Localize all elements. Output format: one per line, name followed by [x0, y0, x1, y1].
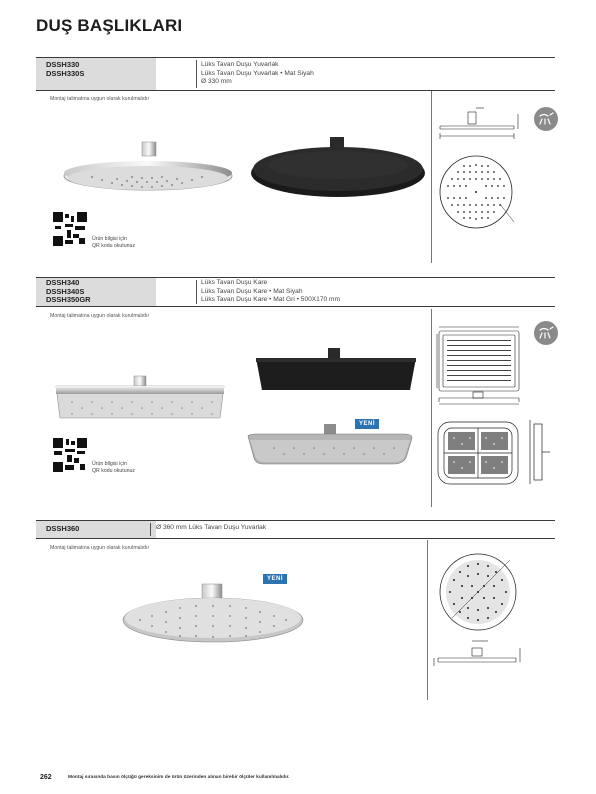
section-2-descriptions — [201, 279, 340, 305]
section-1-descriptions — [201, 61, 314, 87]
product-description: Lüks Tavan Duşu Kare • Mat Siyah — [201, 287, 303, 295]
footer-note: Montaj sırasında basın ölçüğü gereksinim de ürün üzerinden alınan birebir ölçüler kullanılmalıdır. — [68, 775, 290, 780]
shower-spray-icon — [534, 107, 558, 131]
side-view-technical-drawing — [436, 104, 520, 144]
chrome-square-shower-head — [52, 374, 228, 422]
new-badge: YENİ — [355, 419, 379, 429]
install-note: Montaj talimatına uygun olarak kurulmalıdır — [50, 96, 150, 102]
qr-label: Ürün bilgisi için QR kodu okutunuz — [92, 236, 135, 249]
section-1-header — [36, 57, 555, 91]
qr-label: Ürün bilgisi için QR kodu okutunuz — [92, 461, 135, 474]
product-code: DSSH340S — [46, 286, 85, 296]
front-view-technical-drawing — [434, 416, 554, 490]
product-description: Ø 360 mm Lüks Tavan Duşu Yuvarlak — [156, 524, 267, 531]
page-number: 262 — [40, 774, 52, 781]
top-view-technical-drawing — [438, 152, 520, 234]
section-3-descriptions — [156, 524, 266, 533]
divider — [150, 523, 151, 536]
product-description: Lüks Tavan Duşu Kare — [201, 279, 268, 286]
product-code: DSSH330S — [46, 68, 85, 78]
product-description: Lüks Tavan Duşu Yuvarlak — [201, 61, 279, 68]
section-2-codes — [36, 278, 156, 306]
product-description: Lüks Tavan Duşu Kare • Mat Gri • 500X170 mm — [201, 296, 340, 304]
product-code: DSSH330 — [46, 60, 80, 69]
product-description: Lüks Tavan Duşu Yuvarlak • Mat Siyah — [201, 69, 314, 77]
new-badge: YENİ — [263, 574, 287, 584]
product-description: Ø 330 mm — [201, 78, 232, 86]
chrome-round-shower-head — [120, 580, 306, 644]
qr-code — [53, 212, 87, 246]
top-view-technical-drawing — [438, 552, 520, 634]
chrome-round-shower-head — [62, 140, 234, 196]
product-code: DSSH360 — [46, 524, 80, 533]
product-code: DSSH350GR — [46, 295, 91, 305]
section-2-header — [36, 277, 555, 307]
divider — [431, 91, 432, 263]
qr-code — [53, 438, 87, 472]
shower-spray-icon — [534, 321, 558, 345]
side-view-technical-drawing — [432, 638, 524, 674]
install-note: Montaj talimatına uygun olarak kurulmalıdır — [50, 545, 150, 551]
section-3-header — [36, 520, 555, 539]
page-title: DUŞ BAŞLIKLARI — [36, 16, 183, 35]
matte-gray-square-shower-head — [244, 422, 416, 466]
section-3-codes — [36, 521, 156, 538]
section-1-codes — [36, 58, 156, 90]
install-note: Montaj talimatına uygun olarak kurulmalıdır — [50, 313, 150, 319]
divider — [196, 60, 197, 88]
top-view-technical-drawing — [435, 324, 525, 430]
divider — [431, 309, 432, 507]
divider — [427, 540, 428, 700]
matte-black-round-shower-head — [250, 135, 428, 201]
divider — [196, 280, 197, 304]
matte-black-square-shower-head — [252, 346, 420, 394]
product-code: DSSH340 — [46, 278, 80, 287]
